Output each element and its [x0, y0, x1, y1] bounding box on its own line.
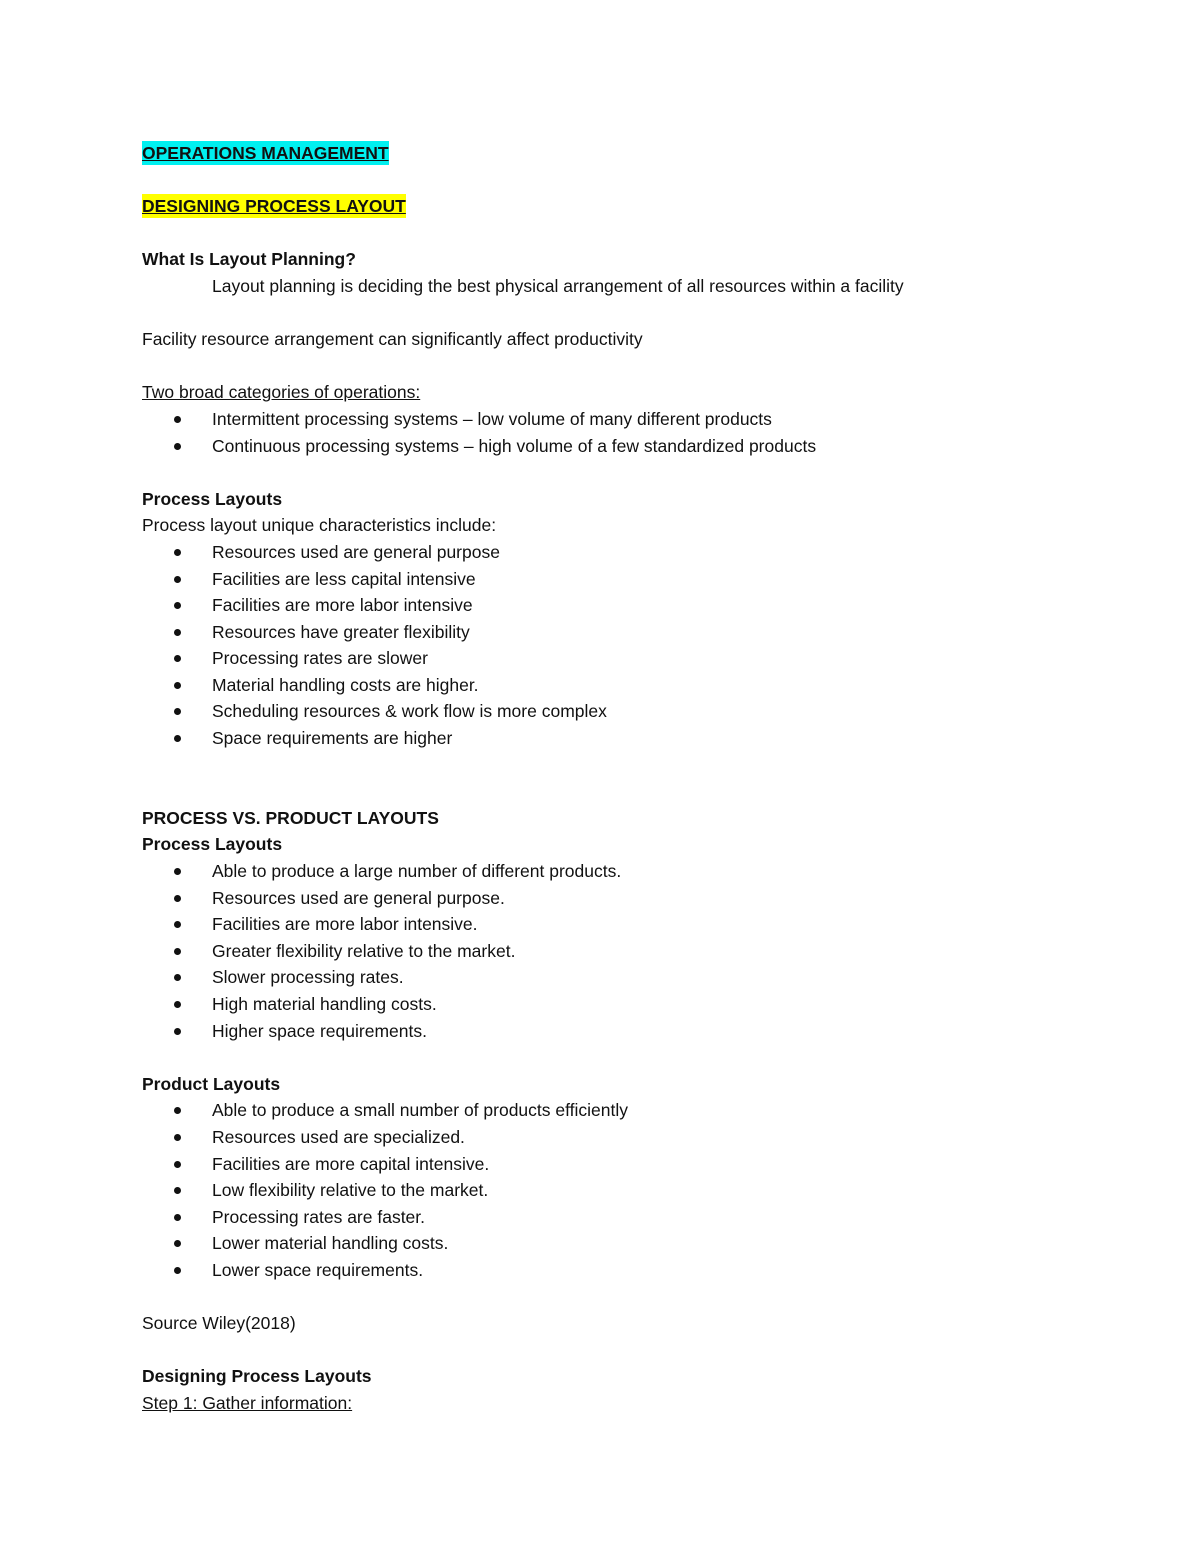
bullet-icon: [174, 735, 181, 742]
title-line: [142, 140, 1102, 167]
categories-list: [142, 406, 1102, 459]
bullet-icon: [174, 1028, 181, 1035]
bullet-icon: [174, 549, 181, 556]
list-item: Able to produce a large number of different products.: [142, 858, 1102, 885]
bullet-icon: [174, 1187, 181, 1194]
bullet-icon: [174, 1214, 181, 1221]
bullet-icon: [174, 682, 181, 689]
step-1-heading: Step 1: Gather information:: [142, 1392, 353, 1413]
doc-title: OPERATIONS MANAGEMENT: [142, 143, 389, 163]
question-heading: What Is Layout Planning?: [142, 249, 356, 270]
subtitle-line: [142, 193, 1102, 220]
bullet-icon: [174, 948, 181, 955]
question-answer: Layout planning is deciding the best physical arrangement of all resources within a facility: [212, 275, 904, 296]
bullet-icon: [174, 443, 181, 450]
list-item: Processing rates are faster.: [142, 1204, 1102, 1231]
bullet-icon: [174, 655, 181, 662]
list-item: Resources have greater flexibility: [142, 619, 1102, 646]
bullet-icon: [174, 629, 181, 636]
list-item: Higher space requirements.: [142, 1018, 1102, 1045]
bullet-icon: [174, 708, 181, 715]
document-page: [142, 140, 1102, 1417]
bullet-icon: [174, 1161, 181, 1168]
bullet-icon: [174, 1001, 181, 1008]
bullet-icon: [174, 416, 181, 423]
bullet-icon: [174, 921, 181, 928]
process-intro: Process layout unique characteristics include:: [142, 515, 497, 536]
facility-statement: Facility resource arrangement can significantly affect productivity: [142, 329, 643, 350]
list-item: Facilities are more labor intensive.: [142, 911, 1102, 938]
list-item: Facilities are less capital intensive: [142, 566, 1102, 593]
bullet-icon: [174, 1267, 181, 1274]
list-item: Resources used are specialized.: [142, 1124, 1102, 1151]
list-item: Able to produce a small number of products efficiently: [142, 1097, 1102, 1124]
process-layouts-heading: Process Layouts: [142, 488, 283, 509]
list-item: Material handling costs are higher.: [142, 672, 1102, 699]
designing-heading: Designing Process Layouts: [142, 1366, 372, 1387]
bullet-icon: [174, 602, 181, 609]
list-item: High material handling costs.: [142, 991, 1102, 1018]
bullet-icon: [174, 1107, 181, 1114]
list-item: Greater flexibility relative to the market.: [142, 938, 1102, 965]
list-item: Low flexibility relative to the market.: [142, 1177, 1102, 1204]
list-item: Scheduling resources & work flow is more complex: [142, 698, 1102, 725]
source-citation: Source Wiley(2018): [142, 1313, 296, 1334]
list-item: Resources used are general purpose.: [142, 885, 1102, 912]
list-item: Facilities are more capital intensive.: [142, 1151, 1102, 1178]
vs-heading: PROCESS VS. PRODUCT LAYOUTS: [142, 807, 439, 828]
bullet-icon: [174, 576, 181, 583]
list-item: Processing rates are slower: [142, 645, 1102, 672]
list-item: Lower material handling costs.: [142, 1230, 1102, 1257]
product-layouts-heading: Product Layouts: [142, 1073, 281, 1094]
process-characteristics-list: [142, 539, 1102, 752]
list-item: Lower space requirements.: [142, 1257, 1102, 1284]
list-item: Slower processing rates.: [142, 964, 1102, 991]
bullet-icon: [174, 1240, 181, 1247]
vs-process-list: [142, 858, 1102, 1044]
doc-subtitle: DESIGNING PROCESS LAYOUT: [142, 196, 406, 217]
bullet-icon: [174, 895, 181, 902]
list-item: Continuous processing systems – high volume of a few standardized products: [142, 433, 1102, 460]
categories-heading: Two broad categories of operations:: [142, 382, 421, 403]
list-item: Space requirements are higher: [142, 725, 1102, 752]
vs-process-heading: Process Layouts: [142, 834, 283, 855]
bullet-icon: [174, 1134, 181, 1141]
list-item: Intermittent processing systems – low volume of many different products: [142, 406, 1102, 433]
bullet-icon: [174, 868, 181, 875]
list-item: Facilities are more labor intensive: [142, 592, 1102, 619]
list-item: Resources used are general purpose: [142, 539, 1102, 566]
bullet-icon: [174, 974, 181, 981]
product-layouts-list: [142, 1097, 1102, 1283]
